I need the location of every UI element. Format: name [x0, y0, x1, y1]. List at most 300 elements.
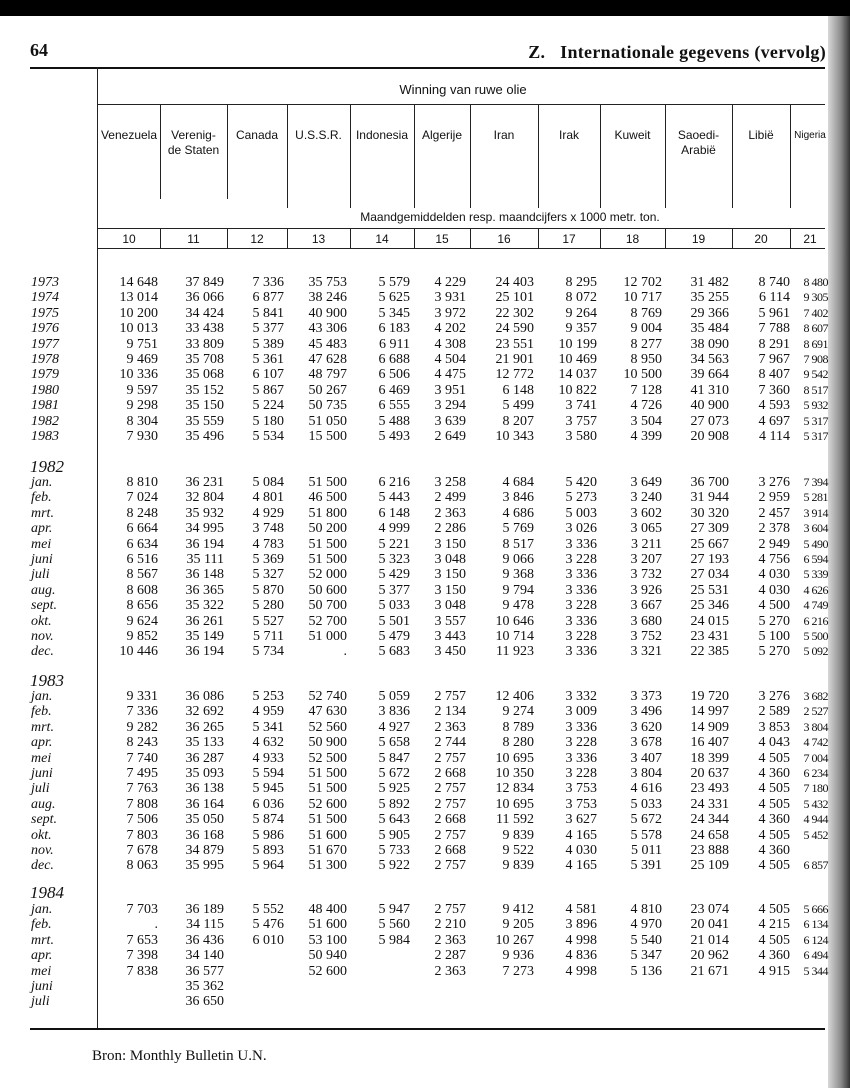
table-cell: 5 432 — [803, 796, 828, 811]
table-cell: 7 024 — [126, 490, 158, 506]
table-cell: 2 757 — [434, 689, 466, 704]
month-label: okt. — [31, 827, 52, 843]
table-cell: 7 703 — [126, 902, 158, 917]
month-label: aug. — [31, 796, 56, 812]
table-cell: 7 678 — [126, 843, 158, 858]
table-cell: 40 900 — [308, 305, 347, 321]
table-cell: 11 923 — [496, 644, 534, 660]
table-cell: 36 650 — [185, 994, 224, 1010]
table-cell: 7 128 — [630, 382, 662, 398]
table-cell: 8 277 — [630, 336, 662, 352]
table-cell: 4 810 — [630, 902, 662, 917]
table-cell: 5 560 — [378, 917, 410, 933]
table-cell: 9 522 — [502, 843, 534, 858]
table-cell: 52 740 — [308, 689, 347, 704]
table-cell: 14 909 — [690, 719, 729, 735]
table-cell: 4 505 — [758, 932, 790, 948]
column-number: 11 — [187, 232, 200, 246]
table-cell: 3 211 — [631, 536, 662, 552]
table-cell: 5 892 — [378, 796, 410, 812]
table-cell: 3 228 — [565, 598, 597, 614]
month-label: juli — [31, 567, 50, 583]
table-cell: 5 500 — [803, 629, 828, 643]
table-cell: 2 757 — [434, 796, 466, 812]
month-label: feb. — [31, 704, 52, 720]
table-cell: 2 134 — [434, 704, 466, 720]
table-cell: 3 896 — [565, 917, 597, 933]
table-cell: 8 248 — [126, 505, 158, 521]
table-cell: 5 643 — [378, 812, 410, 828]
table-cell: 7 402 — [803, 305, 828, 320]
table-cell: 4 360 — [758, 766, 790, 781]
table-cell: 3 496 — [630, 704, 662, 720]
table-cell: 3 276 — [758, 475, 790, 490]
table-cell: 3 258 — [434, 475, 466, 490]
table-cell: 5 317 — [803, 413, 828, 428]
table-cell: 3 972 — [434, 305, 466, 321]
table-cell: 7 653 — [126, 932, 158, 948]
table-cell: 7 004 — [803, 750, 828, 765]
year-block-label: 1982 — [30, 457, 64, 476]
source-note: Bron: Monthly Bulletin U.N. — [92, 1048, 267, 1064]
table-cell: 5 224 — [252, 398, 284, 414]
table-cell: 15 500 — [308, 429, 347, 444]
table-cell: 5 527 — [252, 613, 284, 629]
table-cell: 47 630 — [308, 704, 347, 720]
table-cell: 6 494 — [803, 948, 828, 963]
table-cell: 6 469 — [378, 382, 410, 398]
table-cell: 8 291 — [758, 336, 790, 352]
table-cell: 27 193 — [690, 552, 729, 567]
table-cell: 51 600 — [308, 827, 347, 843]
table-cell: 38 246 — [308, 290, 347, 306]
month-label: mrt. — [31, 505, 54, 521]
table-cell: 3 009 — [565, 704, 597, 720]
table-cell: 5 369 — [252, 552, 284, 567]
table-cell: 36 194 — [185, 536, 224, 552]
table-cell: 3 678 — [630, 735, 662, 751]
table-cell: 5 391 — [630, 858, 662, 874]
table-cell: 5 733 — [378, 843, 410, 858]
table-cell: 3 649 — [630, 475, 662, 490]
table-cell: 6 114 — [759, 290, 790, 306]
table-cell: 36 168 — [185, 827, 224, 843]
table-cell: 6 857 — [803, 858, 828, 873]
table-cell: 4 801 — [252, 490, 284, 506]
table-cell: 3 741 — [565, 398, 597, 414]
year-label: 1976 — [31, 321, 59, 337]
table-cell: 7 506 — [126, 812, 158, 828]
table-cell: 35 484 — [690, 321, 729, 337]
table-cell: 52 500 — [308, 750, 347, 766]
table-cell: 32 804 — [185, 490, 224, 506]
table-cell: 5 270 — [758, 613, 790, 629]
table-cell: 24 344 — [690, 812, 729, 828]
table-cell: 4 726 — [630, 398, 662, 414]
table-cell: 27 309 — [690, 521, 729, 537]
table-cell: 29 366 — [690, 305, 729, 321]
table-cell: 4 959 — [252, 704, 284, 720]
table-cell: 4 308 — [434, 336, 466, 352]
table-cell: 8 304 — [126, 413, 158, 429]
month-label: juni — [31, 979, 53, 994]
table-cell: 5 281 — [803, 490, 828, 505]
table-cell: 5 059 — [378, 689, 410, 704]
table-cell: 50 267 — [308, 382, 347, 398]
table-cell: 24 331 — [690, 796, 729, 812]
table-cell: 31 944 — [690, 490, 729, 506]
table-cell: 5 476 — [252, 917, 284, 933]
table-cell: 12 702 — [623, 275, 662, 290]
table-cell: 36 265 — [185, 719, 224, 735]
table-cell: 3 065 — [630, 521, 662, 537]
column-number: 17 — [562, 232, 576, 246]
table-cell: 20 637 — [690, 766, 729, 781]
year-label: 1974 — [31, 290, 59, 306]
table-cell: 10 267 — [495, 932, 534, 948]
table-cell: 2 668 — [434, 766, 466, 781]
table-cell: 5 578 — [630, 827, 662, 843]
table-cell: 4 475 — [434, 367, 466, 383]
table-cell: 8 063 — [126, 858, 158, 874]
table-cell: 3 336 — [565, 613, 597, 629]
table-cell: 5 945 — [252, 781, 284, 797]
table-cell: 3 926 — [630, 582, 662, 598]
table-cell: 25 109 — [690, 858, 729, 874]
table-cell: 3 336 — [565, 719, 597, 735]
table-cell: 5 377 — [378, 582, 410, 598]
table-cell: 8 769 — [630, 305, 662, 321]
table-cell: 50 600 — [308, 582, 347, 598]
units-note: Maandgemiddelden resp. maandcijfers x 1000 metr. ton. — [360, 210, 660, 224]
table-cell: 33 438 — [185, 321, 224, 337]
table-cell: 5 323 — [378, 552, 410, 567]
table-cell: 3 336 — [565, 567, 597, 583]
table-cell: 36 287 — [185, 750, 224, 766]
table-cell: 9 004 — [630, 321, 662, 337]
table-cell: 3 228 — [565, 629, 597, 644]
table-cell: 3 757 — [565, 413, 597, 429]
table-cell: 4 686 — [502, 505, 534, 521]
month-label: dec. — [31, 858, 54, 874]
table-cell: 3 951 — [434, 382, 466, 398]
table-cell: 8 207 — [502, 413, 534, 429]
table-cell: 7 740 — [126, 750, 158, 766]
table-cell: 9 357 — [565, 321, 597, 337]
table-cell: 5 339 — [803, 567, 828, 582]
table-cell: 45 483 — [308, 336, 347, 352]
table-cell: 5 479 — [378, 629, 410, 644]
table-cell: 46 500 — [308, 490, 347, 506]
table-cell: 6 634 — [126, 536, 158, 552]
table-cell: 3 026 — [565, 521, 597, 537]
column-header: Nigeria — [794, 130, 826, 141]
column-header: Libië — [748, 128, 774, 142]
table-cell: 7 495 — [126, 766, 158, 781]
table-cell: 3 682 — [803, 689, 828, 703]
table-cell: 5 922 — [378, 858, 410, 874]
month-label: juni — [31, 552, 53, 567]
table-cell: . — [343, 644, 347, 660]
table-cell: 3 580 — [565, 429, 597, 444]
table-cell: 52 600 — [308, 796, 347, 812]
column-header: Venezuela — [100, 128, 158, 142]
table-cell: 2 287 — [434, 948, 466, 964]
table-cell: 3 557 — [434, 613, 466, 629]
table-cell: 34 424 — [185, 305, 224, 321]
table-cell: 39 664 — [690, 367, 729, 383]
table-cell: 4 749 — [803, 598, 828, 613]
table-cell: 50 200 — [308, 521, 347, 537]
column-number: 12 — [250, 232, 264, 246]
table-cell: 47 628 — [308, 352, 347, 367]
table-cell: 4 229 — [434, 275, 466, 290]
table-cell: 7 394 — [803, 475, 828, 489]
table-cell: 5 658 — [378, 735, 410, 751]
table-cell: 8 608 — [126, 582, 158, 598]
table-cell: 9 264 — [565, 305, 597, 321]
table-cell: 4 970 — [630, 917, 662, 933]
column-header: Indonesia — [355, 128, 409, 142]
table-cell: 5 870 — [252, 582, 284, 598]
table-cell: 2 959 — [758, 490, 790, 506]
table-cell: 35 149 — [185, 629, 224, 644]
table-cell: 5 841 — [252, 305, 284, 321]
table-cell: 4 998 — [565, 963, 597, 979]
table-cell: 8 789 — [502, 719, 534, 735]
table-cell: 6 148 — [378, 505, 410, 521]
table-cell: 48 400 — [308, 902, 347, 917]
table-cell: 3 680 — [630, 613, 662, 629]
month-label: jan. — [31, 902, 53, 917]
month-label: mei — [31, 536, 52, 552]
column-number: 18 — [625, 232, 640, 246]
table-cell: 5 429 — [378, 567, 410, 583]
table-cell: 3 931 — [434, 290, 466, 306]
table-cell: 3 732 — [630, 567, 662, 583]
month-label: juni — [31, 766, 53, 781]
table-cell: 6 234 — [803, 766, 828, 780]
table-cell: 2 757 — [434, 750, 466, 766]
table-cell: 5 986 — [252, 827, 284, 843]
table-cell: 20 962 — [690, 948, 729, 964]
scan-border-top — [0, 0, 850, 16]
table-cell: 7 930 — [126, 429, 158, 444]
table-cell: 37 849 — [185, 275, 224, 290]
table-cell: 51 600 — [308, 917, 347, 933]
table-cell: 3 276 — [758, 689, 790, 704]
table-cell: 4 697 — [758, 413, 790, 429]
table-cell: 5 961 — [758, 305, 790, 321]
table-cell: 3 240 — [630, 490, 662, 506]
month-label: mei — [31, 750, 52, 766]
table-cell: 36 086 — [185, 689, 224, 704]
table-cell: 5 540 — [630, 932, 662, 948]
table-cell: 27 073 — [690, 413, 729, 429]
month-label: dec. — [31, 644, 54, 660]
table-cell: 3 407 — [630, 750, 662, 766]
table-cell: 4 593 — [758, 398, 790, 414]
table-cell: 8 072 — [565, 290, 597, 306]
month-label: sept. — [31, 598, 58, 614]
table-cell: 10 336 — [119, 367, 158, 383]
table-cell: 48 797 — [308, 367, 347, 383]
table-cell: 6 594 — [803, 552, 828, 566]
table-cell: 35 093 — [185, 766, 224, 781]
month-label: apr. — [31, 948, 53, 964]
table-cell: 3 602 — [630, 505, 662, 521]
table-cell: 9 298 — [126, 398, 158, 414]
column-number: 14 — [375, 232, 389, 246]
table-cell: 2 589 — [758, 704, 790, 720]
year-label: 1973 — [31, 275, 59, 290]
table-cell: 14 997 — [690, 704, 729, 720]
table-cell: 51 300 — [308, 858, 347, 874]
month-label: feb. — [31, 917, 52, 933]
table-cell: 6 124 — [803, 932, 828, 947]
page-number: 64 — [30, 40, 48, 60]
table-cell: 50 940 — [308, 948, 347, 964]
table-cell: 2 527 — [803, 704, 828, 719]
table-cell: 4 944 — [803, 812, 828, 827]
table-cell: 34 563 — [690, 352, 729, 367]
table-cell: 6 148 — [502, 382, 534, 398]
table-cell: 36 700 — [690, 475, 729, 490]
table-cell: 8 243 — [126, 735, 158, 751]
table-cell: 35 708 — [185, 352, 224, 367]
table-cell: 36 138 — [185, 781, 224, 797]
table-cell: 4 756 — [758, 552, 790, 567]
year-block-label: 1983 — [30, 671, 64, 690]
table-cell: 25 531 — [690, 582, 729, 598]
column-header: Kuweit — [614, 128, 651, 142]
table-cell: 35 111 — [186, 552, 224, 567]
table-cell: 36 066 — [185, 290, 224, 306]
table-cell: 35 322 — [185, 598, 224, 614]
column-header: Algerije — [421, 128, 463, 142]
table-cell: 5 341 — [252, 719, 284, 735]
month-label: mrt. — [31, 719, 54, 735]
table-cell: 3 620 — [630, 719, 662, 735]
table-cell: 20 041 — [690, 917, 729, 933]
table-cell: 51 500 — [308, 475, 347, 490]
year-label: 1980 — [31, 382, 59, 398]
table-cell: 35 362 — [185, 979, 224, 994]
table-cell: 2 363 — [434, 719, 466, 735]
table-cell: 4 505 — [758, 827, 790, 843]
table-cell: 36 189 — [185, 902, 224, 917]
column-header: Irak — [558, 128, 579, 142]
table-cell: 8 517 — [803, 382, 828, 397]
table-cell: 9 066 — [502, 552, 534, 567]
table-cell: 23 888 — [690, 843, 729, 858]
table-cell: 51 000 — [308, 629, 347, 644]
table-cell: 5 033 — [378, 598, 410, 614]
table-cell: 3 504 — [630, 413, 662, 429]
table-cell: 3 336 — [565, 644, 597, 660]
table-cell: 5 552 — [252, 902, 284, 917]
year-label: 1981 — [31, 398, 59, 414]
table-cell: 5 925 — [378, 781, 410, 797]
table-cell: 9 852 — [126, 629, 158, 644]
super-header-rule — [98, 104, 825, 105]
table-cell: 36 194 — [185, 644, 224, 660]
table-cell: 4 360 — [758, 948, 790, 964]
table-cell: 2 757 — [434, 902, 466, 917]
table-cell: 4 915 — [758, 963, 790, 979]
table-cell: 3 748 — [252, 521, 284, 537]
table-cell: 4 360 — [758, 812, 790, 828]
table-cell: 3 228 — [565, 735, 597, 751]
table-cell: 21 014 — [690, 932, 729, 948]
table-cell: 3 048 — [434, 598, 466, 614]
table-cell: 5 420 — [565, 475, 597, 490]
table-cell: 7 838 — [126, 963, 158, 979]
table-cell: 3 294 — [434, 398, 466, 414]
table-cell: 51 800 — [308, 505, 347, 521]
table-cell: 8 407 — [758, 367, 790, 383]
table-cell: 6 036 — [252, 796, 284, 812]
table-cell: 40 900 — [690, 398, 729, 414]
table-cell: 3 336 — [565, 582, 597, 598]
table-cell: 5 221 — [378, 536, 410, 552]
section-letter: Z. — [528, 42, 546, 62]
table-cell: 4 360 — [758, 843, 790, 858]
table-cell: 12 406 — [495, 689, 534, 704]
table-cell: 51 670 — [308, 843, 347, 858]
table-cell: 21 671 — [690, 963, 729, 979]
table-cell: 4 202 — [434, 321, 466, 337]
table-cell: 4 505 — [758, 750, 790, 766]
table-cell: 23 431 — [690, 629, 729, 644]
table-cell: 8 691 — [803, 336, 828, 351]
table-cell: 2 363 — [434, 963, 466, 979]
table-cell: 52 600 — [308, 963, 347, 979]
table-cell: 25 346 — [690, 598, 729, 614]
table-cell: 21 901 — [495, 352, 534, 367]
table-cell: 9 274 — [502, 704, 534, 720]
table-cell: 35 133 — [185, 735, 224, 751]
table-cell: 10 469 — [558, 352, 597, 367]
table-cell: 6 183 — [378, 321, 410, 337]
table-cell: 20 908 — [690, 429, 729, 444]
table-cell: 51 500 — [308, 552, 347, 567]
table-cell: 3 836 — [378, 704, 410, 720]
table-cell: 3 321 — [630, 644, 662, 660]
table-cell: 2 210 — [434, 917, 466, 933]
table-cell: 5 377 — [252, 321, 284, 337]
table-cell: 3 639 — [434, 413, 466, 429]
table-cell: 5 347 — [630, 948, 662, 964]
table-cell: 3 336 — [565, 750, 597, 766]
table-cell: 5 100 — [758, 629, 790, 644]
table-cell: 35 050 — [185, 812, 224, 828]
column-number: 13 — [311, 232, 326, 246]
year-label: 1982 — [31, 413, 59, 429]
top-rule — [30, 67, 825, 69]
table-cell: 52 700 — [308, 613, 347, 629]
table-cell: 41 310 — [690, 382, 729, 398]
table-cell: 36 148 — [185, 567, 224, 583]
table-cell: 4 581 — [565, 902, 597, 917]
table-cell: 5 344 — [803, 963, 828, 978]
table-cell: 4 927 — [378, 719, 410, 735]
table-cell: 2 757 — [434, 858, 466, 874]
table-cell: 2 744 — [434, 735, 466, 751]
table-cell: 50 900 — [308, 735, 347, 751]
table-cell: 4 030 — [758, 582, 790, 598]
month-label: mrt. — [31, 932, 54, 948]
